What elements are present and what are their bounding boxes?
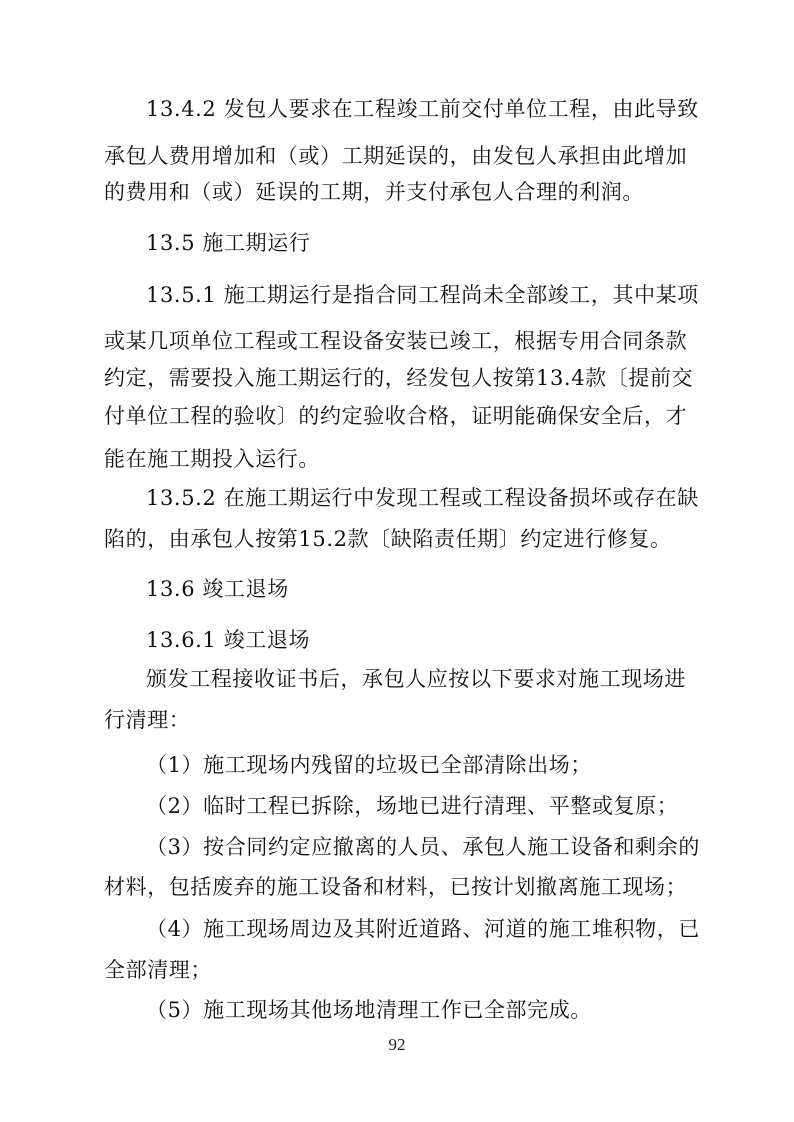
- list-item: （5）施工现场其他场地清理工作已全部完成。: [146, 998, 592, 1022]
- section-heading: 13.5 施工期运行: [146, 231, 311, 255]
- text-line: 行清理：: [104, 708, 191, 732]
- page-number: 92: [388, 1035, 406, 1054]
- text-line: 付单位工程的验收〕的约定验收合格，证明能确保安全后，才: [104, 404, 688, 428]
- text-line: 的费用和（或）延误的工期，并支付承包人合理的利润。: [104, 180, 644, 204]
- text-line: 承包人费用增加和（或）工期延误的，由发包人承担由此增加: [104, 144, 688, 168]
- text-line: 13.5.1 施工期运行是指合同工程尚未全部竣工，其中某项: [146, 283, 699, 307]
- list-item: （1）施工现场内残留的垃圾已全部清除出场；: [146, 753, 592, 777]
- list-item: （2）临时工程已拆除，场地已进行清理、平整或复原；: [146, 794, 679, 818]
- text-line: 全部清理；: [104, 958, 212, 982]
- text-line: 能在施工期投入运行。: [104, 447, 320, 471]
- list-item: （3）按合同约定应撤离的人员、承包人施工设备和剩余的: [146, 835, 700, 859]
- text-line: 或某几项单位工程或工程设备安装已竣工，根据专用合同条款: [104, 329, 688, 353]
- text-line: 13.5.2 在施工期运行中发现工程或工程设备损坏或存在缺: [146, 486, 699, 510]
- list-item: （4）施工现场周边及其附近道路、河道的施工堆积物，已: [146, 917, 700, 941]
- section-heading: 13.6 竣工退场: [146, 577, 289, 601]
- text-line: 材料，包括废弃的施工设备和材料，已按计划撤离施工现场；: [104, 875, 688, 899]
- subsection-heading: 13.6.1 竣工退场: [146, 628, 311, 652]
- text-line: 颁发工程接收证书后，承包人应按以下要求对施工现场进: [146, 667, 686, 691]
- text-line: 陷的，由承包人按第15.2款〔缺陷责任期〕约定进行修复。: [104, 527, 672, 551]
- text-line: 约定，需要投入施工期运行的，经发包人按第13.4款〔提前交: [104, 366, 694, 390]
- text-line: 13.4.2 发包人要求在工程竣工前交付单位工程，由此导致: [146, 97, 699, 121]
